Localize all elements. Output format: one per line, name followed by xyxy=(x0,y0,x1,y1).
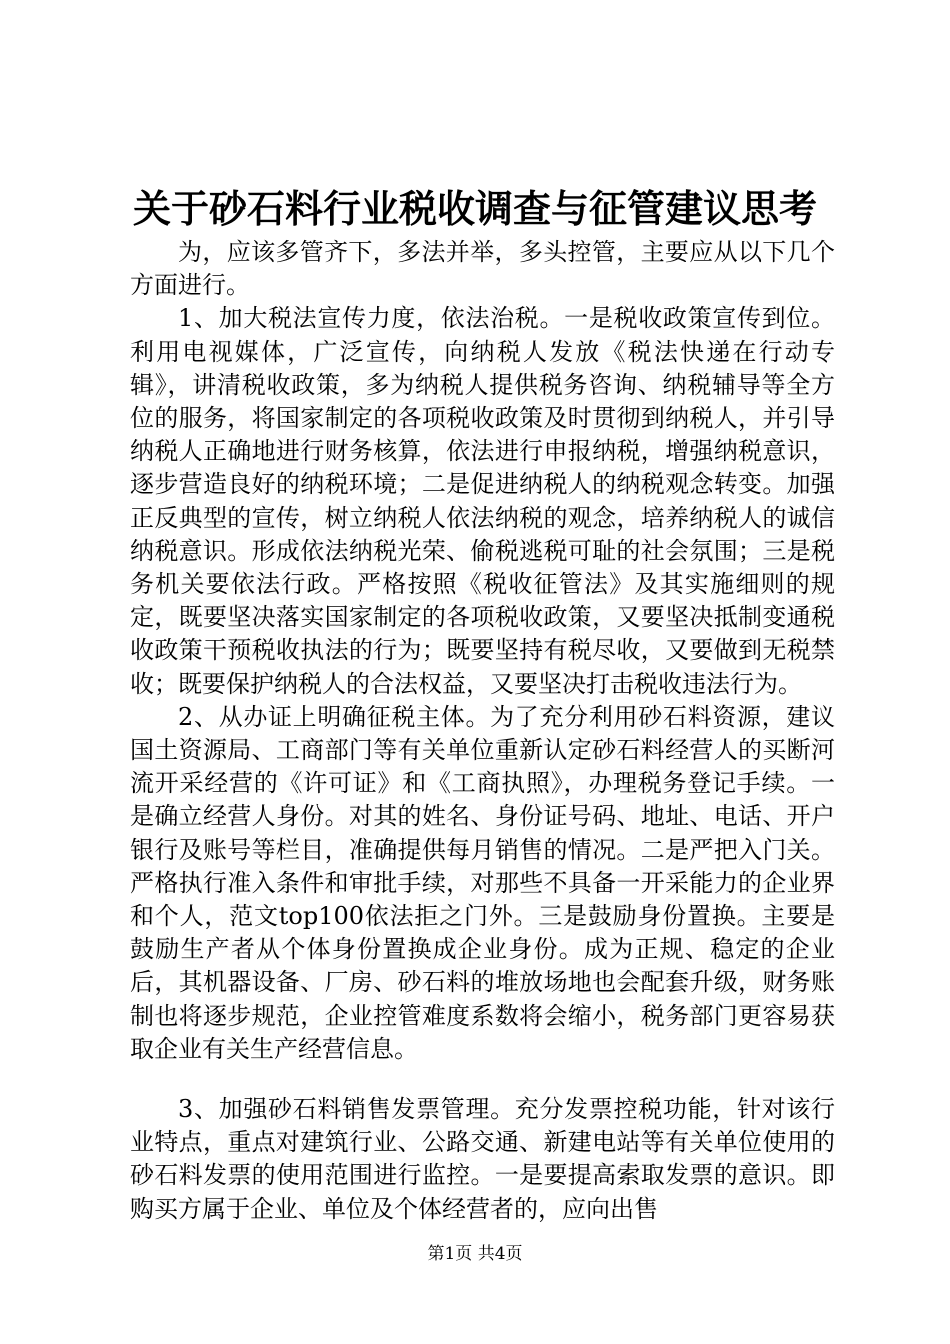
paragraph-intro: 为，应该多管齐下，多法并举，多头控管，主要应从以下几个方面进行。 xyxy=(130,238,835,300)
paragraph-1-tax-law-publicity: 1、加大税法宣传力度，依法治税。一是税收政策宣传到位。利用电视媒体，广泛宣传，向纳税人发放《税法快递在行动专辑》，讲清税收政策，多为纳税人提供税务咨询、纳税辅导等全方位的服务，将国家制定的各项税收政策及时贯彻到纳税人，并引导纳税人正确地进行财务核算，依法进行申报纳税，增强纳税意识，逐步营造良好的纳税环境；二是促进纳税人的纳税观念转变。加强正反典型的宣传，树立纳税人依法纳税的观念，培养纳税人的诚信纳税意识。形成依法纳税光荣、偷税逃税可耻的社会氛围；三是税务机关要依法行政。严格按照《税收征管法》及其实施细则的规定，既要坚决落实国家制定的各项税收政策，又要坚决抵制变通税收政策干预税收执法的行为；既要坚持有税尽收，又要做到无税禁收；既要保护纳税人的合法权益，又要坚决打击税收违法行为。 xyxy=(130,304,835,698)
paragraph-3-invoice-management: 3、加强砂石料销售发票管理。充分发票控税功能，针对该行业特点，重点对建筑行业、公路交通、新建电站等有关单位使用的砂石料发票的使用范围进行监控。一是要提高索取发票的意识。即购买方属于企业、单位及个体经营者的，应向出售 xyxy=(130,1095,835,1223)
document-body xyxy=(130,236,835,1226)
page-footer: 第1页 共4页 xyxy=(427,1244,523,1264)
paragraph-2-licensing: 2、从办证上明确征税主体。为了充分利用砂石料资源，建议国土资源局、工商部门等有关单位重新认定砂石料经营人的买断河流开采经营的《许可证》和《工商执照》，办理税务登记手续。一是确立经营人身份。对其的姓名、身份证号码、地址、电话、开户银行及账号等栏目，准确提供每月销售的情况。二是严把入门关。严格执行准入条件和审批手续，对那些不具备一开采能力的企业界和个人，范文top100依法拒之门外。三是鼓励身份置换。主要是鼓励生产者从个体身份置换成企业身份。成为正规、稳定的企业后，其机器设备、厂房、砂石料的堆放场地也会配套升级，财务账制也将逐步规范，企业控管难度系数将会缩小，税务部门更容易获取企业有关生产经营信息。 xyxy=(130,702,835,1063)
document-title: 关于砂石料行业税收调查与征管建议思考 xyxy=(132,186,817,231)
paragraph-spacer xyxy=(130,1066,835,1093)
